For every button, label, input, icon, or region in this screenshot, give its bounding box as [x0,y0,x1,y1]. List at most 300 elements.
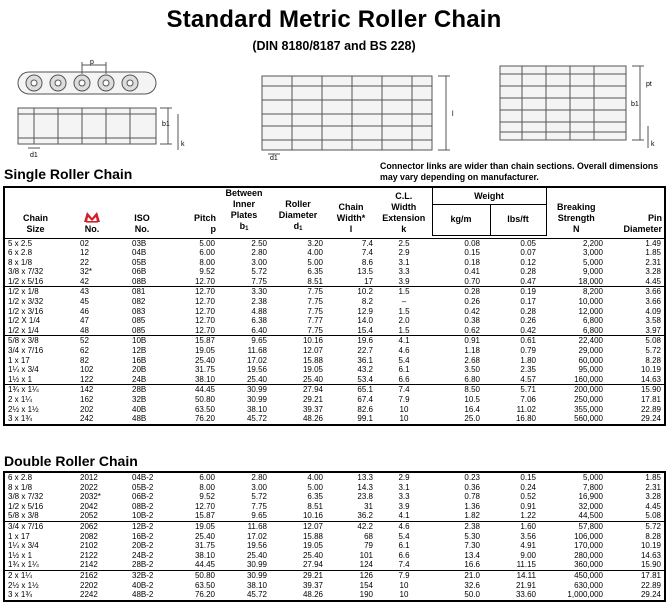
table-row [4,267,665,277]
table-cell: 5.00 [307,482,323,492]
table-cell: 6.00 [199,248,215,258]
table-cell: 2 x 1¼ [4,570,66,580]
table-cell: 0.79 [520,346,536,356]
table-cell: 5.72 [251,267,267,277]
table-cell: 5.08 [606,336,665,346]
table-cell: 6.80 [464,374,480,384]
table-row [4,570,665,580]
table-cell: 7.4 [376,385,432,395]
table-cell: 27.94 [302,560,323,570]
table-cell: 25.40 [302,550,323,560]
table-cell: 6.6 [398,374,410,384]
table-cell: 10.19 [640,541,661,551]
table-cell: 154 [359,580,373,590]
table-cell: 16B-2 [132,531,154,541]
table-cell: 32* [80,267,93,277]
connector-note: Connector links are wider than chain sections. Overall dimensions may vary depending on manufacturer. [380,161,659,182]
table-row [4,238,665,248]
table-cell: 2012 [80,473,98,482]
table-row [4,560,665,570]
table-cell: 2.5 [398,238,410,248]
table-cell: 7.75 [251,501,267,511]
table-cell: 142 [66,385,118,395]
table-cell: 2.68 [464,355,480,365]
header-no: No. [66,187,118,235]
table-cell: 7.9 [398,395,410,404]
table-cell: 99.1 [357,414,373,424]
table-cell: 9,000 [582,267,603,277]
table-cell: 1.36 [464,501,480,511]
table-cell: 42.2 [326,521,376,531]
header-chain-width: Chain Width* l [336,202,366,234]
table-cell: 14.0 [357,316,373,326]
table-cell: 2042 [80,501,98,511]
table-cell: 30.99 [246,560,267,570]
table-cell: 085 [132,325,146,335]
table-cell: 05B [132,257,147,267]
table-cell: 3.50 [464,365,480,375]
table-cell: 7.75 [307,325,323,335]
table-cell: 0.42 [464,306,480,316]
table-cell: 65.1 [326,385,376,395]
table-cell: 29.21 [302,395,323,404]
table-cell: 31.75 [194,541,215,551]
table-cell: 280,000 [574,550,603,560]
table-cell: 1/2 x 1/8 [4,287,66,297]
table-cell: 16.80 [515,414,536,424]
table-cell: 1/2 x 5/16 [8,276,44,286]
table-cell: 13.3 [357,473,373,482]
table-cell: 82 [80,355,89,365]
table-cell: 12.07 [270,521,326,531]
table-cell: 3/4 x 7/16 [8,346,44,356]
table-cell: 10.2 [326,287,376,297]
table-cell: 48.26 [302,414,323,424]
table-row [4,258,665,268]
table-cell: 081 [118,287,166,297]
table-cell: 2 x 1¼ [8,395,33,404]
table-cell: 5/8 x 3/8 [4,336,66,346]
table-cell: 2202 [80,580,98,590]
table-cell: 3.28 [645,267,661,277]
table-cell: 22.89 [640,404,661,414]
table-cell: 3.3 [398,492,410,502]
table-cell: 50.80 [166,570,218,580]
table-row [4,590,665,601]
table-cell: 2142 [80,560,98,570]
table-cell: 5.72 [251,492,267,502]
table-cell: 57,800 [546,521,606,531]
double-roller-chain-table [3,471,666,602]
table-cell: 0.36 [464,482,480,492]
table-cell: 3.00 [251,257,267,267]
table-cell: 0.52 [520,492,536,502]
header-lbsft: lbs/ft [490,205,546,236]
table-cell: 44,500 [578,511,603,521]
table-cell: 25.40 [194,531,215,541]
table-row [4,551,665,561]
table-cell: 60,000 [578,355,603,365]
table-cell: 19.05 [194,346,215,356]
table-cell: 170,000 [574,541,603,551]
table-cell: 30.99 [218,385,270,395]
table-cell: 160,000 [574,374,603,384]
single-chain-side-view [18,108,178,150]
table-cell: 3.30 [218,287,270,297]
table-cell: 38.10 [246,580,267,590]
table-cell: 38.10 [194,374,215,384]
table-cell: 48B-2 [132,590,154,600]
table-row [4,307,665,317]
table-cell: 3.28 [645,492,661,502]
table-cell: 9.65 [251,511,267,521]
table-cell: 13.5 [357,267,373,277]
table-cell: 40B [132,404,147,414]
table-cell: 2052 [80,511,98,521]
table-cell: 45 [80,297,89,307]
table-cell: 7.4 [398,560,410,570]
table-cell: 3/4 x 7/16 [4,521,66,531]
table-cell: 9.65 [218,336,270,346]
table-cell: 12.07 [302,346,323,356]
table-row [4,405,665,415]
table-cell: 4.88 [251,306,267,316]
label-d1: d1 [30,152,38,159]
table-cell: 22 [80,257,89,267]
table-row [4,483,665,493]
table-cell: 4.91 [520,541,536,551]
table-cell: 04B-2 [132,473,154,482]
table-cell: 4.09 [645,306,661,316]
table-cell: 43.2 [357,365,373,375]
table-cell: 7.75 [270,287,326,297]
table-cell: 12.70 [166,287,218,297]
table-cell: 3.56 [520,531,536,541]
table-row [4,346,665,356]
table-cell: 9.52 [199,492,215,502]
table-cell: 4.1 [376,336,432,346]
table-cell: 11.68 [218,521,270,531]
table-cell: 5.72 [645,346,661,356]
table-row [4,356,665,366]
table-cell: 40B-2 [132,580,154,590]
single-chain-top-view [18,62,156,94]
table-cell: 14.63 [640,550,661,560]
table-cell: 20B [132,365,147,375]
table-cell: 25.40 [302,374,323,384]
header-weight: Weight [432,187,546,205]
table-cell: 3.1 [398,482,410,492]
table-cell: 1.49 [645,238,661,248]
table-cell: 2½ x 1½ [8,404,39,414]
table-cell: 7.9 [376,570,432,580]
table-cell: 10.16 [302,511,323,521]
table-cell: 6 x 2.8 [8,473,33,482]
header-roller-diameter: Roller Diameter d1 [278,199,318,232]
table-cell: 2122 [80,550,98,560]
table-cell: 15.87 [166,336,218,346]
table-cell: 44.45 [166,385,218,395]
table-cell: 36.2 [357,511,373,521]
table-cell: 12.70 [194,306,215,316]
table-cell: 2½ x 1½ [8,580,39,590]
table-cell: 2102 [80,541,98,551]
double-roller-chain-title: Double Roller Chain [4,453,138,469]
table-cell: 8.50 [432,385,490,395]
table-cell: 2.35 [520,365,536,375]
table-cell: 28B-2 [132,560,154,570]
table-cell: 14.3 [357,482,373,492]
table-cell: 2.80 [251,248,267,258]
table-cell: 19.56 [246,541,267,551]
table-cell: 6.1 [398,541,410,551]
table-cell: 6.38 [251,316,267,326]
table-cell: 7.4 [361,248,373,258]
table-cell: 12.70 [194,276,215,286]
table-cell: 0.28 [520,267,536,277]
table-cell: 4.6 [398,346,410,356]
table-cell: 242 [80,414,94,424]
table-cell: 29,000 [578,346,603,356]
table-cell: 8 x 1/8 [8,257,33,267]
table-cell: 45.72 [246,414,267,424]
table-row [4,532,665,542]
table-cell: 5,000 [582,257,603,267]
table-cell: 25.40 [246,374,267,384]
label-l: l [452,111,454,118]
table-cell: 1.80 [520,355,536,365]
header-pin-diameter: Pin Diameter [623,213,662,234]
table-cell: 48 [80,325,89,335]
table-cell: 7,800 [582,482,603,492]
table-cell: 7.77 [307,316,323,326]
table-cell: 5.4 [398,355,410,365]
table-cell: 5.72 [606,521,665,531]
table-cell: 17.81 [640,395,661,404]
table-cell: 15.88 [302,531,323,541]
table-cell: 5/8 x 3/8 [8,511,39,521]
table-cell: 44.45 [194,560,215,570]
page-title: Standard Metric Roller Chain [166,6,502,33]
table-cell: 1/2 x 3/32 [8,297,44,307]
table-cell: 12.70 [194,316,215,326]
table-cell: 3.9 [398,501,410,511]
table-cell: 102 [80,365,94,375]
table-cell: 0.24 [520,482,536,492]
table-cell: 5.30 [464,531,480,541]
table-cell: 1.5 [398,306,410,316]
table-cell: 6.35 [307,492,323,502]
table-cell: 10 [399,414,409,424]
table-cell: 10 [399,590,409,600]
table-cell: 48B [132,414,147,424]
table-cell: 25.0 [464,414,480,424]
table-cell: 1¼ x 3/4 [8,541,39,551]
table-row [4,297,665,307]
table-cell: 1 x 17 [8,355,30,365]
table-cell: 082 [132,297,146,307]
table-cell: 8,200 [546,287,606,297]
table-cell: 10 [399,404,409,414]
table-cell: 15.88 [302,355,323,365]
table-cell: 1,000,000 [567,590,603,600]
label-b1: b1 [162,121,170,128]
table-cell: 3 x 1¾ [8,590,33,600]
table-cell: 7.30 [464,541,480,551]
table-cell: 5.08 [645,511,661,521]
table-cell: 1 x 17 [8,531,30,541]
label-d1-double: d1 [270,155,278,160]
table-cell: 9.52 [199,267,215,277]
table-cell: 32B [132,395,147,404]
label-b1-triple: b1 [631,101,639,108]
table-cell: 0.91 [432,336,490,346]
table-cell: 06B [132,267,147,277]
table-cell: 0.26 [520,316,536,326]
table-cell: 30.99 [218,570,270,580]
table-cell: 23.8 [357,492,373,502]
table-cell: 2022 [80,482,98,492]
table-cell: 2.9 [398,473,410,482]
table-cell: 08B-2 [132,501,154,511]
table-cell: 14.11 [490,570,546,580]
table-cell: 5.71 [490,385,546,395]
table-cell: 15.87 [194,511,215,521]
table-cell: 6.40 [251,325,267,335]
table-cell: 47 [80,316,89,326]
table-row [4,581,665,591]
table-cell: 4.00 [307,473,323,482]
table-cell: 1.5 [376,287,432,297]
table-cell: 6.1 [398,365,410,375]
table-cell: 63.50 [194,580,215,590]
table-cell: 1.18 [464,346,480,356]
table-row [4,375,665,385]
table-cell: 38.10 [246,404,267,414]
table-cell: 15.90 [606,385,665,395]
table-cell: 1.82 [464,511,480,521]
table-cell: 8.00 [199,257,215,267]
table-cell: 085 [132,316,146,326]
table-cell: 31.75 [194,365,215,375]
table-cell: 05B-2 [132,482,154,492]
table-row [4,541,665,551]
table-cell: 7.06 [520,395,536,404]
table-cell: 19.6 [326,336,376,346]
table-cell: 2242 [80,590,98,600]
table-cell: 11.68 [247,346,267,356]
table-cell: 630,000 [574,580,603,590]
table-cell: 2062 [66,521,118,531]
table-cell: 32B-2 [118,570,166,580]
table-cell: 15.4 [357,325,373,335]
table-cell: 2.50 [251,238,267,248]
table-cell: 3.66 [645,297,661,307]
table-cell: 19.05 [166,521,218,531]
table-row [4,414,665,425]
table-cell: 0.15 [464,248,480,258]
table-cell: 39.37 [302,404,323,414]
table-cell: 3.9 [398,276,410,286]
table-cell: 2.80 [251,473,267,482]
table-cell: 21.0 [432,570,490,580]
table-cell: 16.4 [464,404,480,414]
table-row [4,365,665,375]
table-cell: 50.0 [464,590,480,600]
table-cell: 3.58 [645,316,661,326]
table-cell: 0.70 [464,276,480,286]
table-cell: 1¾ x 1¼ [8,560,39,570]
table-cell: 02 [80,238,89,248]
table-cell: 22,400 [546,336,606,346]
table-row [4,277,665,287]
table-cell: 10 [399,580,409,590]
table-cell: 0.61 [490,336,546,346]
table-cell: 0.12 [520,257,536,267]
table-cell: 3.97 [645,325,661,335]
table-row [4,316,665,326]
table-cell: 7.75 [251,276,267,286]
table-cell: 0.15 [520,473,536,482]
table-row [4,336,665,346]
table-cell: 3.00 [251,482,267,492]
table-cell: 45.72 [246,590,267,600]
table-cell: 3.1 [398,257,410,267]
table-cell: 68 [364,531,373,541]
table-cell: 16,900 [578,492,603,502]
table-cell: 12B-2 [118,521,166,531]
table-row [4,287,665,297]
table-cell: 1¼ x 3/4 [8,365,39,375]
table-cell: 2.31 [645,482,661,492]
table-cell: 31 [364,501,373,511]
header-breaking-strength: Breaking Strength N [556,202,596,234]
label-k-triple: k [651,141,655,148]
table-cell: 18,000 [578,276,603,286]
table-cell: 52 [66,336,118,346]
table-cell: 0.08 [464,238,480,248]
single-roller-chain-table [3,186,666,426]
table-cell: 6.6 [398,550,410,560]
table-cell: 0.38 [464,316,480,326]
table-cell: 5.4 [398,531,410,541]
table-cell: 1.60 [490,521,546,531]
table-cell: 0.28 [432,287,490,297]
table-cell: 0.07 [520,248,536,258]
table-cell: 0.17 [520,297,536,307]
table-cell: 12.70 [194,501,215,511]
table-cell: 8.00 [199,482,215,492]
table-cell: 3 x 1¾ [8,414,33,424]
table-cell: 355,000 [574,404,603,414]
table-cell: 04B [132,248,147,258]
table-cell: 0.41 [464,267,480,277]
table-cell: 101 [359,550,373,560]
table-cell: 8.2 [361,297,373,307]
table-cell: 24B-2 [132,550,154,560]
table-cell: 08B [132,276,147,286]
table-cell: 48.26 [302,590,323,600]
table-row [4,248,665,258]
label-pt: pt [646,81,652,88]
table-cell: 1/2 x 5/16 [8,501,44,511]
table-cell: 6.35 [307,267,323,277]
table-cell: 12 [80,248,89,258]
table-cell: 122 [80,374,94,384]
table-row [4,472,665,483]
table-cell: 53.4 [357,374,373,384]
table-cell: 200,000 [546,385,606,395]
